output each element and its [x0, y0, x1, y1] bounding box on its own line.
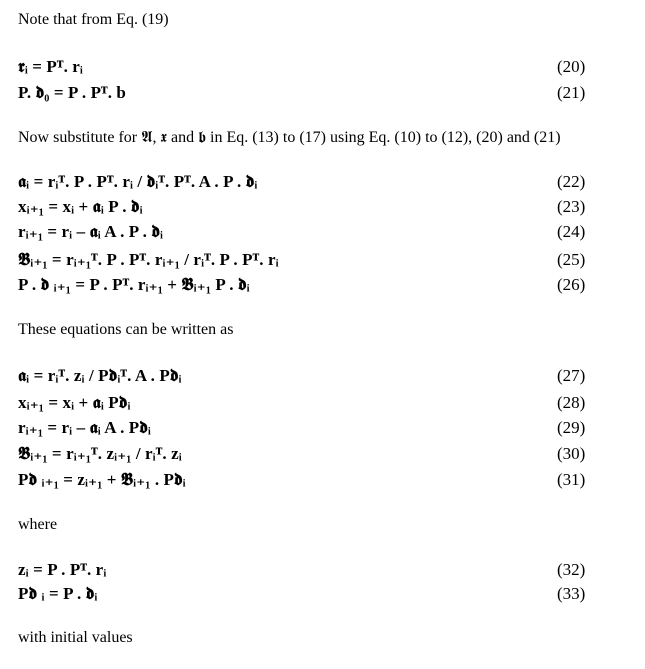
equation-29: rᵢ₊₁ = rᵢ – 𝖆ᵢ A . P𝖉ᵢ	[18, 418, 152, 437]
equation-number-31: (31)	[557, 470, 586, 489]
equation-28: xᵢ₊₁ = xᵢ + 𝖆ᵢ P𝖉ᵢ	[18, 393, 131, 412]
equation-23: xᵢ₊₁ = xᵢ + 𝖆ᵢ P . 𝖉ᵢ	[18, 197, 143, 216]
equation-33: P𝖉 ᵢ = P . 𝖉ᵢ	[18, 584, 98, 603]
intro-text: Note that from Eq. (19)	[18, 11, 169, 28]
equation-number-20: (20)	[557, 57, 586, 76]
equation-number-29: (29)	[557, 418, 586, 437]
equation-32: zᵢ = P . Pᵀ. rᵢ	[18, 560, 107, 579]
equation-number-24: (24)	[557, 222, 586, 241]
initial-values-text: with initial values	[18, 629, 133, 646]
where-text: where	[18, 516, 58, 533]
equation-number-32: (32)	[557, 560, 586, 579]
equation-24: rᵢ₊₁ = rᵢ – 𝖆ᵢ A . P . 𝖉ᵢ	[18, 222, 164, 241]
equation-27: 𝖆ᵢ = rᵢᵀ. zᵢ / P𝖉ᵢᵀ. A . P𝖉ᵢ	[18, 366, 182, 385]
equation-31: P𝖉 ᵢ₊₁ = zᵢ₊₁ + 𝕭ᵢ₊₁ . P𝖉ᵢ	[18, 470, 186, 489]
rewrite-text: These equations can be written as	[18, 321, 234, 338]
equation-30: 𝕭ᵢ₊₁ = rᵢ₊₁ᵀ. zᵢ₊₁ / rᵢᵀ. zᵢ	[18, 444, 182, 463]
substitute-text: Now substitute for 𝕬, 𝖝 and 𝖇 in Eq. (13) to (17) using Eq. (10) to (12), (20) and (21)	[18, 129, 561, 146]
equation-number-23: (23)	[557, 197, 586, 216]
equation-number-30: (30)	[557, 444, 586, 463]
equation-20: 𝖗ᵢ = Pᵀ. rᵢ	[18, 57, 84, 76]
equation-number-27: (27)	[557, 366, 586, 385]
equation-number-25: (25)	[557, 250, 586, 269]
equation-22: 𝖆ᵢ = rᵢᵀ. P . Pᵀ. rᵢ / 𝖉ᵢᵀ. Pᵀ. A . P . 𝖉ᵢ	[18, 172, 258, 191]
equation-number-28: (28)	[557, 393, 586, 412]
equation-number-33: (33)	[557, 584, 586, 603]
equation-25: 𝕭ᵢ₊₁ = rᵢ₊₁ᵀ. P . Pᵀ. rᵢ₊₁ / rᵢᵀ. P . Pᵀ. rᵢ	[18, 250, 279, 269]
equation-number-26: (26)	[557, 275, 586, 294]
equation-number-22: (22)	[557, 172, 586, 191]
equation-26: P . 𝖉 ᵢ₊₁ = P . Pᵀ. rᵢ₊₁ + 𝕭ᵢ₊₁ P . 𝖉ᵢ	[18, 275, 250, 294]
equation-number-21: (21)	[557, 83, 586, 102]
equation-21: P. 𝖉₀ = P . Pᵀ. b	[18, 83, 126, 102]
